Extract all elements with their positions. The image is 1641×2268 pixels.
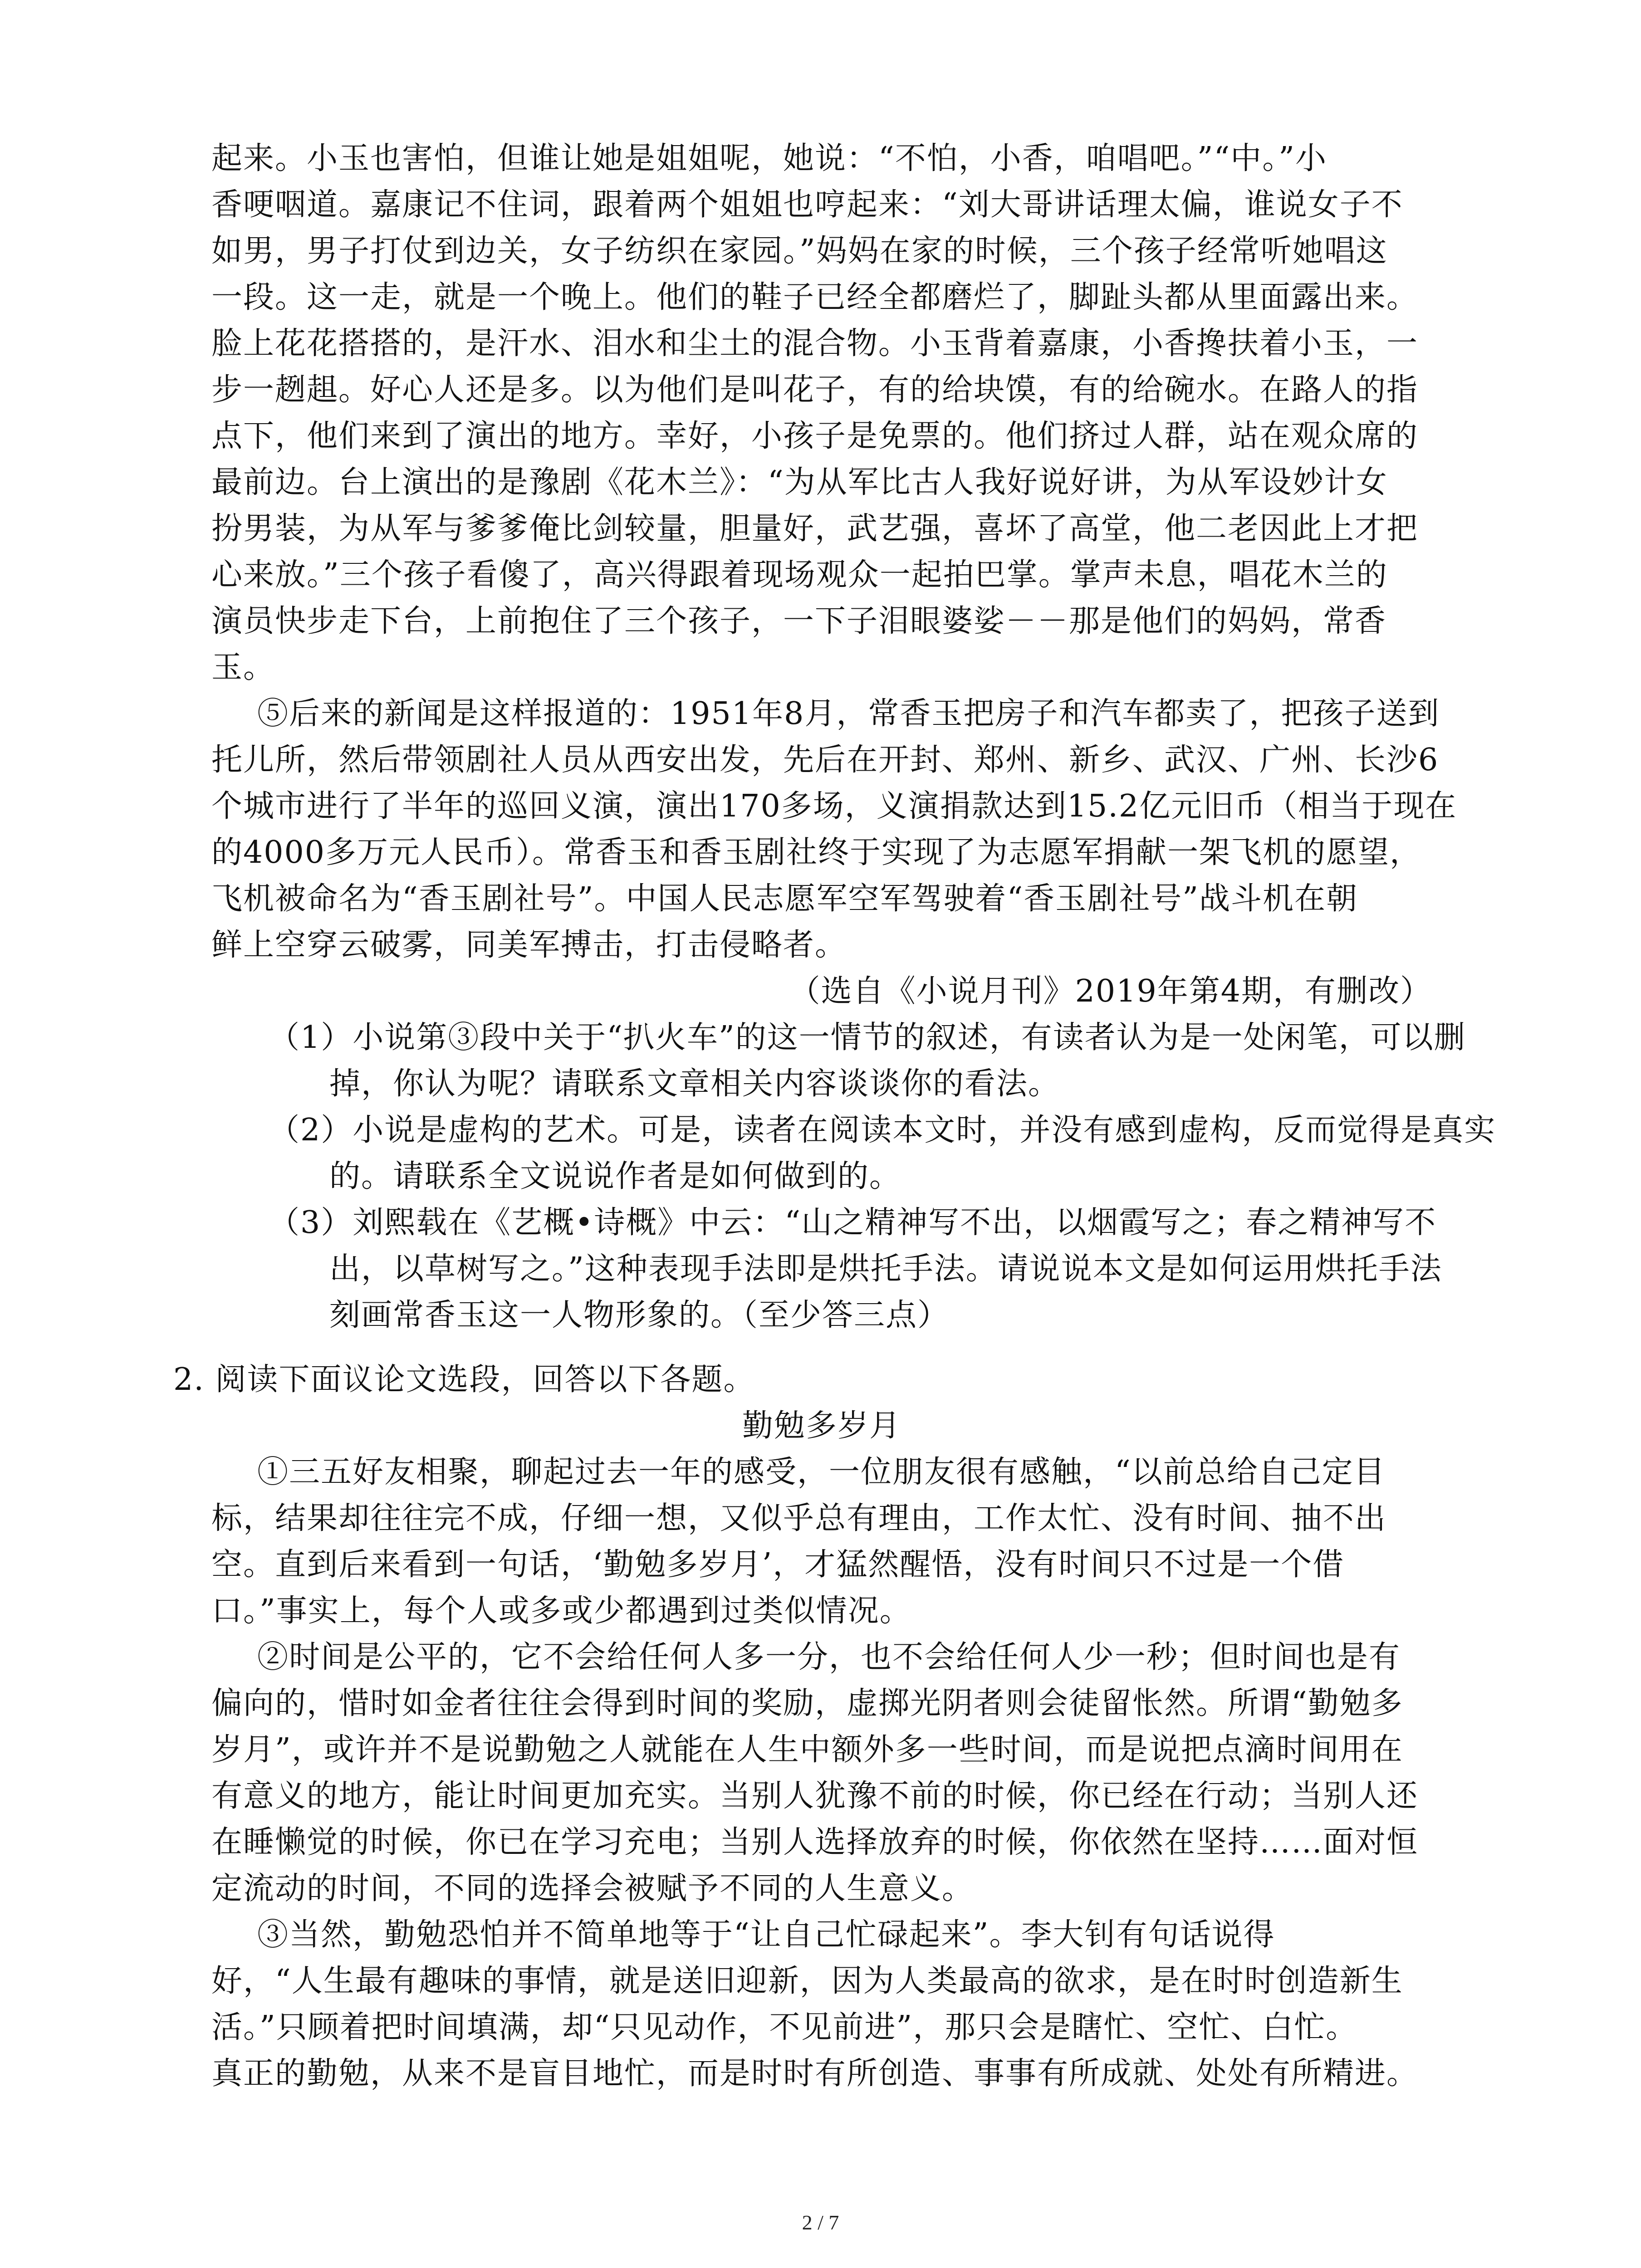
text-line: 有意义的地方，能让时间更加充实。当别人犹豫不前的时候，你已经在行动；当别人还: [211, 1778, 1419, 1814]
question-3-continued: 刻画常香玉这一人物形象的。（至少答三点）: [329, 1297, 950, 1333]
text-line: 演员快步走下台，上前抱住了三个孩子，一下子泪眼婆娑－－那是他们的妈妈，常香: [211, 603, 1387, 639]
text-line: 脸上花花搭搭的，是汗水、泪水和尘土的混合物。小玉背着嘉康，小香搀扶着小玉，一: [211, 326, 1419, 362]
text-line: 最前边。台上演出的是豫剧《花木兰》：“为从军比古人我好说好讲，为从军设妙计女: [211, 464, 1388, 500]
text-line: 飞机被命名为“香玉剧社号”。中国人民志愿军空军驾驶着“香玉剧社号”战斗机在朝: [211, 881, 1358, 917]
text-line: 定流动的时间，不同的选择会被赋予不同的人生意义。: [211, 1871, 974, 1906]
question-3: （3）刘熙载在《艺概•诗概》中云：“山之精神写不出，以烟霞写之；春之精神写不: [269, 1205, 1437, 1241]
text-line: 空。直到后来看到一句话，‘勤勉多岁月’，才猛然醒悟，没有时间只不过是一个借: [211, 1547, 1345, 1583]
text-line: 心来放。”三个孩子看傻了，高兴得跟着现场观众一起拍巴掌。掌声未息，唱花木兰的: [211, 557, 1388, 593]
text-line: 如男，男子打仗到边关，女子纺织在家园。”妈妈在家的时候，三个孩子经常听她唱这: [211, 233, 1388, 269]
essay-title: 勤勉多岁月: [742, 1408, 901, 1444]
text-line: 香哽咽道。嘉康记不住词，跟着两个姐姐也哼起来：“刘大哥讲话理太偏，谁说女子不: [211, 187, 1403, 223]
question-1: （1）小说第③段中关于“扒火车”的这一情节的叙述，有读者认为是一处闲笔，可以删: [269, 1020, 1466, 1056]
text-line: 玉。: [211, 650, 275, 685]
text-line: 起来。小玉也害怕，但谁让她是姐姐呢，她说：“不怕，小香，咱唱吧。”“中。”小: [211, 141, 1327, 176]
paragraph-start-line: ②时间是公平的，它不会给任何人多一分，也不会给任何人少一秒；但时间也是有: [257, 1639, 1401, 1675]
text-line: 活。”只顾着把时间填满，却“只见动作，不见前进”，那只会是瞎忙、空忙、白忙。: [211, 2009, 1358, 2045]
question-2-continued: 的。请联系全文说说作者是如何做到的。: [329, 1158, 901, 1194]
text-line: 真正的勤勉，从来不是盲目地忙，而是时时有所创造、事事有所成就、处处有所精进。: [211, 2056, 1419, 2092]
text-line: 在睡懒觉的时候，你已在学习充电；当别人选择放弃的时候，你依然在坚持……面对恒: [211, 1824, 1419, 1860]
paragraph-start-line: ①三五好友相聚，聊起过去一年的感受，一位朋友很有感触，“以前总给自己定目: [257, 1454, 1386, 1490]
question-1-continued: 掉，你认为呢？请联系文章相关内容谈谈你的看法。: [329, 1066, 1060, 1102]
text-line: 鲜上空穿云破雾，同美军搏击，打击侵略者。: [211, 927, 847, 963]
text-line: 好，“人生最有趣味的事情，就是送旧迎新，因为人类最高的欲求，是在时时创造新生: [211, 1963, 1403, 1999]
paragraph-start-line: ③当然，勤勉恐怕并不简单地等于“让自己忙碌起来”。李大钊有句话说得: [257, 1917, 1275, 1953]
text-line: 点下，他们来到了演出的地方。幸好，小孩子是免票的。他们挤过人群，站在观众席的: [211, 418, 1419, 454]
question-3-continued: 出，以草树写之。”这种表现手法即是烘托手法。请说说本文是如何运用烘托手法: [329, 1251, 1442, 1287]
source-note: （选自《小说月刊》2019年第4期，有删改）: [789, 973, 1432, 1009]
text-line: 扮男装，为从军与爹爹俺比剑较量，胆量好，武艺强，喜坏了高堂，他二老因此上才把: [211, 511, 1419, 547]
text-line: 步一趔趄。好心人还是多。以为他们是叫花子，有的给块馍，有的给碗水。在路人的指: [211, 372, 1419, 408]
section-2-heading: 2. 阅读下面议论文选段，回答以下各题。: [173, 1362, 755, 1398]
question-2: （2）小说是虚构的艺术。可是，读者在阅读本文时，并没有感到虚构，反而觉得是真实: [269, 1112, 1496, 1148]
page-number: 2 / 7: [802, 2211, 839, 2234]
paragraph-start-line: ⑤后来的新闻是这样报道的：1951年8月，常香玉把房子和汽车都卖了，把孩子送到: [257, 696, 1440, 732]
text-line: 标，结果却往往完不成，仔细一想，又似乎总有理由，工作太忙、没有时间、抽不出: [211, 1501, 1387, 1536]
text-line: 偏向的，惜时如金者往往会得到时间的奖励，虚掷光阴者则会徒留怅然。所谓“勤勉多: [211, 1686, 1403, 1721]
text-line: 托儿所，然后带领剧社人员从西安出发，先后在开封、郑州、新乡、武汉、广州、长沙6: [211, 742, 1439, 778]
text-line: 一段。这一走，就是一个晚上。他们的鞋子已经全都磨烂了，脚趾头都从里面露出来。: [211, 279, 1419, 315]
text-line: 的4000多万元人民币）。常香玉和香玉剧社终于实现了为志愿军捐献一架飞机的愿望，: [211, 835, 1422, 870]
text-line: 个城市进行了半年的巡回义演，演出170多场，义演捐款达到15.2亿元旧币（相当于现在: [211, 788, 1457, 824]
text-line: 口。”事实上，每个人或多或少都遇到过类似情况。: [211, 1593, 911, 1629]
text-line: 岁月”，或许并不是说勤勉之人就能在人生中额外多一些时间，而是说把点滴时间用在: [211, 1732, 1403, 1768]
